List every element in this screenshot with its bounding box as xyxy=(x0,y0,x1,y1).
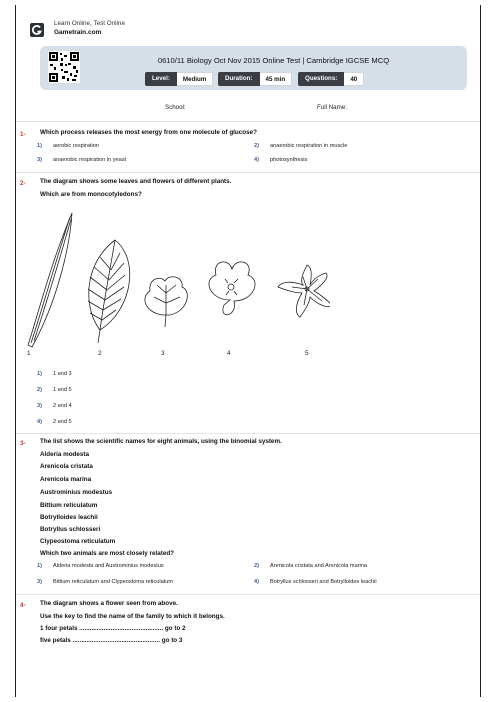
divider xyxy=(16,594,480,595)
animal-name: Bittium reticulatum xyxy=(40,502,98,509)
questions-label: Questions: xyxy=(298,72,344,86)
question-3-number: 3- xyxy=(20,440,26,447)
leaf-3-dicot xyxy=(145,277,187,327)
qr-code-icon xyxy=(48,51,80,83)
leaf-2-dicot xyxy=(88,240,130,343)
school-label: School: xyxy=(165,104,186,111)
questions-pill xyxy=(298,72,364,86)
full-name-label: Full Name: xyxy=(317,104,347,111)
gametrain-logo-icon xyxy=(30,23,44,37)
q3-option-4[interactable]: 4) Botryllus schlosseri and Botrylloides leachii xyxy=(254,579,377,585)
animal-name: Alderia modesta xyxy=(40,451,89,458)
q1-option-2[interactable]: 2) anaerobic respiration in muscle xyxy=(254,143,348,149)
duration-pill xyxy=(218,72,292,86)
q2-option-3[interactable]: 3) 2 and 4 xyxy=(37,403,72,409)
right-rule xyxy=(480,5,481,697)
test-banner xyxy=(40,46,467,90)
q2-option-4[interactable]: 4) 2 and 5 xyxy=(37,419,72,425)
animal-name: Austrominius modestus xyxy=(40,489,113,496)
animal-name: Arenicola cristata xyxy=(40,463,93,470)
q3-option-3[interactable]: 3) Bittium reticulatum and Clypeostoma reticulatum xyxy=(37,579,174,585)
question-1-number: 1- xyxy=(20,131,26,138)
flower-5-monocot xyxy=(278,265,330,317)
figure-label-1: 1 xyxy=(27,350,31,357)
brand-tagline: Learn Online, Test Online xyxy=(54,20,125,27)
animal-name: Botryllus schlosseri xyxy=(40,526,101,533)
question-2-number: 2- xyxy=(20,180,26,187)
question-3-text: The list shows the scientific names for eight animals, using the binomial system. xyxy=(40,438,282,445)
animal-name: Clypeostoma reticulatum xyxy=(40,538,116,545)
question-4-subtext: Use the key to find the name of the family to which it belongs. xyxy=(40,613,225,620)
divider xyxy=(16,121,480,122)
level-value: Medium xyxy=(177,72,213,86)
q3-option-2[interactable]: 2) Arenicola cristata and Arenicola marina xyxy=(254,563,368,569)
animal-name: Botrylloides leachii xyxy=(40,514,98,521)
animal-name: Arenicola marina xyxy=(40,476,92,483)
questions-value: 40 xyxy=(344,72,364,86)
q3-option-1[interactable]: 1) Alderia modesta and Austrominius modestus xyxy=(37,563,164,569)
q1-option-3[interactable]: 3) anaerobic respiration in yeast xyxy=(37,157,127,163)
duration-value: 45 min xyxy=(260,72,293,86)
figure-label-3: 3 xyxy=(161,350,165,357)
divider xyxy=(16,172,480,173)
question-2-subtext: Which are from monocotyledons? xyxy=(40,191,142,198)
figure-label-2: 2 xyxy=(98,350,102,357)
plants-drawing xyxy=(20,205,330,360)
level-label: Level: xyxy=(145,72,177,86)
question-1-text: Which process releases the most energy from one molecule of glucose? xyxy=(40,129,257,136)
divider xyxy=(16,433,480,434)
plants-diagram xyxy=(20,205,330,360)
q2-option-1[interactable]: 1) 1 and 3 xyxy=(37,371,72,377)
level-pill xyxy=(145,72,213,86)
figure-label-5: 5 xyxy=(305,350,309,357)
question-4-text: The diagram shows a flower seen from above. xyxy=(40,600,178,607)
test-title: 0610/11 Biology Oct Nov 2015 Online Test | Cambridge IGCSE MCQ xyxy=(157,56,390,65)
key-line-2: five petals .................................................. go to 3 xyxy=(40,637,183,644)
q2-option-2[interactable]: 2) 1 and 5 xyxy=(37,387,72,393)
leaf-1-monocot xyxy=(28,213,72,347)
question-4-number: 4- xyxy=(20,602,26,609)
question-2-text: The diagram shows some leaves and flowers of different plants. xyxy=(40,178,232,185)
q1-option-1[interactable]: 1) aerobic respiration xyxy=(37,143,100,149)
q1-option-4[interactable]: 4) photosynthesis xyxy=(254,157,308,163)
key-line-1: 1 four petals ................................................ go to 2 xyxy=(40,625,186,632)
figure-label-4: 4 xyxy=(227,350,231,357)
brand-site[interactable]: Gametrain.com xyxy=(54,29,102,36)
flower-4-dicot xyxy=(209,262,255,315)
question-3-prompt: Which two animals are most closely related? xyxy=(40,550,175,557)
duration-label: Duration: xyxy=(218,72,260,86)
